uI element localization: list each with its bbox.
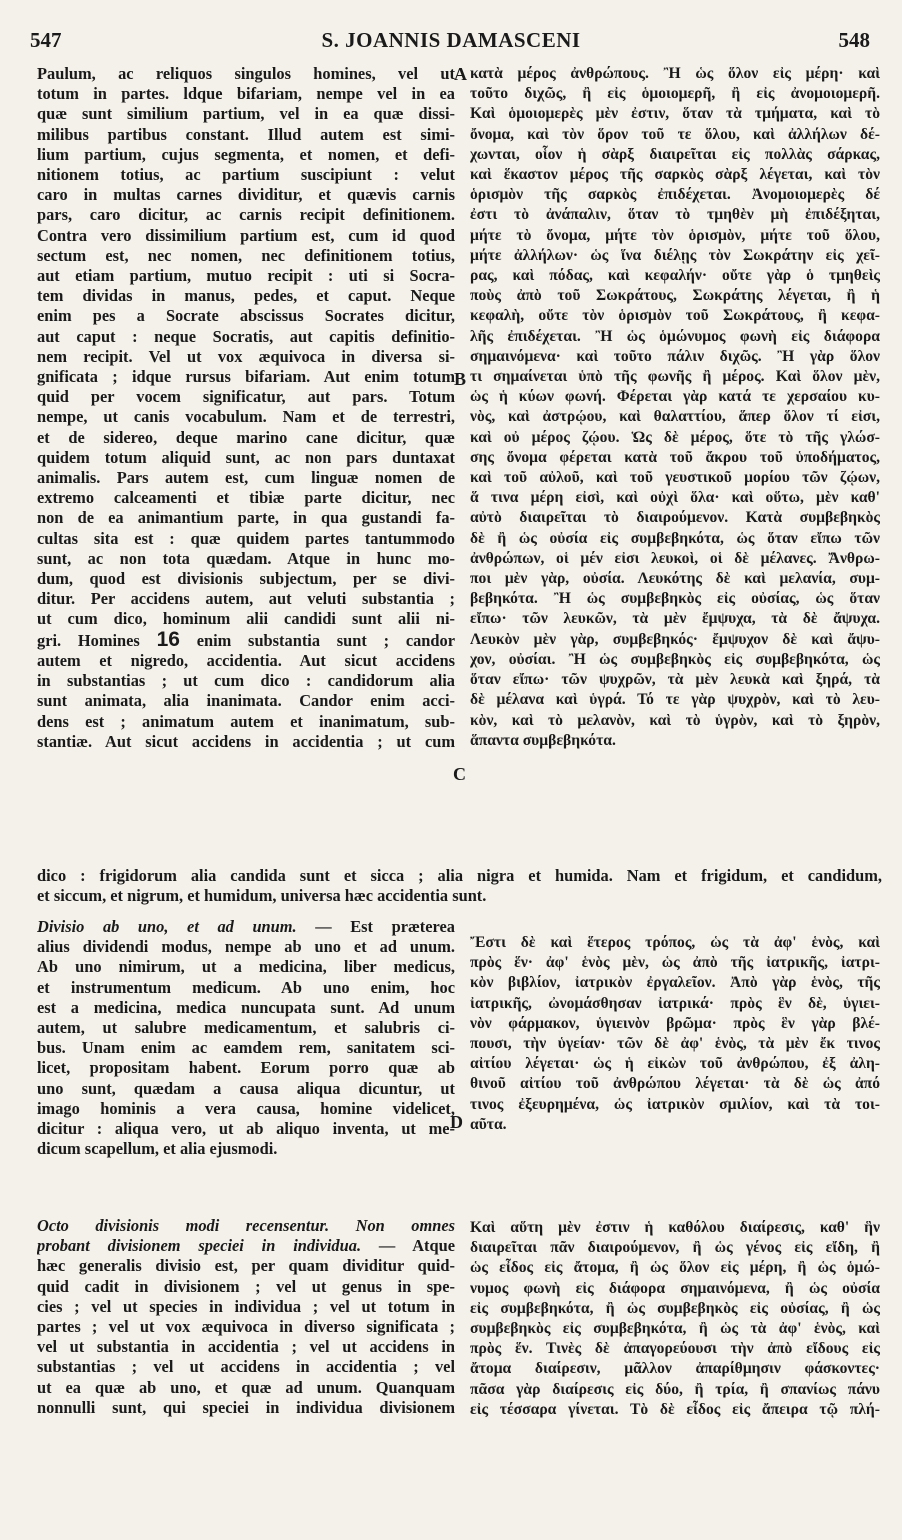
text-line: σης ὄνομα φέρεται κατὰ τοῦ ἄκρου τοῦ ὑποδήματος, — [470, 448, 880, 466]
text-line: partes ; vel ut vox æquivoca in diverso significata ; — [37, 1317, 455, 1337]
text-line: cultas sita est : quæ quidem partes tantummodo — [37, 528, 455, 548]
text-line: καὶ οὐ μέρος ζῴου. Ὡς δὲ μέρος, ὅτε τὸ τῆς γλώσ- — [470, 428, 880, 446]
section-caption: Divisio ab uno, et ad unum. — [37, 917, 297, 936]
latin-section-2-caption-line: Divisio ab uno, et ad unum. — Est præterea — [37, 917, 455, 936]
text-line: non de ea animantium parte, in qua gustandi fa- — [37, 508, 455, 528]
text-line: cies ; vel ut species in individua ; vel ut totum in — [37, 1296, 455, 1316]
margin-letter-d: D — [450, 1112, 463, 1132]
text-line: sunt, ac non tota quædam. Atque in hunc mo- — [37, 548, 455, 568]
text-line: ποι μὲν γὰρ, οὐσία. Λευκότης δὲ καὶ μελανία, συμ- — [470, 570, 880, 588]
text-line: ὁρισμὸν τῆς σαρκὸς ἐπιδέχεται. Ἀνομοιομερὲς δέ — [470, 186, 880, 204]
text-line: dens est ; animatum autem et inanimatum, sub- — [37, 711, 455, 731]
text-line: καὶ ἕκαστον μέρος τῆς σαρκὸς σὰρξ λέγεται, καὶ τὸν — [470, 166, 880, 184]
text-line: ὡς ἡ κύων φωνή. Φέρεται γὰρ κατά τε χερσαίου κυ- — [470, 388, 880, 406]
text-line: ἅ τινα μέρη εἰσὶ, καὶ οὐχὶ ὅλα· καὶ οὕτω, μὲν καθ' — [470, 489, 880, 507]
text-line: αἰτίου λέγεται· ὡς ἡ εἰκὼν τοῦ ἀνθρώπου, ἐξ ἀλη- — [470, 1055, 880, 1073]
latin-full-width-lines — [37, 866, 882, 906]
text-line: et siccum, et nigrum, et humidum, universa hæc accidentia sunt. — [37, 886, 487, 906]
text-line: quid per vocem significatur, aut pars. Totum — [37, 387, 455, 407]
text-line: χον, οὐσίαι. Ἢ ὡς συμβεβηκὸς εἰς συμβεβηκότα, ὡς — [470, 650, 880, 668]
text-line: εἴπω· τῶν λευκῶν, τὰ μὲν ἔμψυχα, τὰ δὲ ἄψυχα. — [470, 610, 880, 628]
text-line: ut cum dico, hominum alii candidi sunt alii ni- — [37, 609, 455, 629]
text-line: ἐστι τὸ ἀνάπαλιν, ὅταν τὸ τμηθὲν μὴ ἐπιδέξηται, — [470, 206, 880, 224]
text-line: ditur. Per accidens autem, aut veluti substantia ; — [37, 589, 455, 609]
text-line: hæc generalis divisio est, per quam dividitur quid- — [37, 1256, 455, 1276]
text-line: νὸς, καὶ ἀστρῴου, καὶ θαλαττίου, ἅπερ ὅλον τί εἰσι, — [470, 408, 880, 426]
text-line: tem dividas in manus, pedes, et caput. Neque — [37, 286, 455, 306]
running-header — [0, 28, 902, 58]
text-line: sectum est, nec nomen, nec definitionem totius, — [37, 245, 455, 265]
margin-letter-a: A — [454, 64, 467, 84]
text-line: est a medicina, medica nuncupata sunt. Ad unum — [37, 997, 455, 1017]
text-line: imago hominis a vera causa, homine videlicet, — [37, 1098, 455, 1118]
latin-column-section-1 — [37, 64, 455, 752]
text-line: αὐτὸ διαιρεῖται τὸ διαιρούμενον. Κατὰ συμβεβηκὸς — [470, 509, 880, 527]
section-caption: probant divisionem speciei in individua. — [37, 1236, 362, 1256]
text-line: κὸν βιβλίον, ἰατρικὸν ἐργαλεῖον. Ἀπὸ γὰρ ἑνὸς, τῆς — [470, 974, 880, 992]
text-line: licet, propositam habent. Eorum porro quæ ab — [37, 1058, 455, 1078]
text-line: σημαινόμενα· καὶ τοῦτο πάλιν διχῶς. Ἢ γὰρ ὅλον — [470, 347, 880, 365]
text-line: nempe, ut canis vocabulum. Nam et de terrestri, — [37, 407, 455, 427]
text-line: dicum scapellum, et alia ejusmodi. — [37, 1139, 278, 1159]
greek-column-section-1 — [470, 64, 880, 751]
text-line: uno sunt, quædam a causa aliqua dicuntur, ut — [37, 1078, 455, 1098]
section-caption: Octo divisionis modi recensentur. Non omnes — [37, 1216, 455, 1235]
text-line: enim pes a Socrate abscissus Socrates dicitur, — [37, 306, 455, 326]
text-line: λῆς ἐπιδέχεται. Ἢ ὡς ὁμώνυμος φωνὴ εἰς διάφορα — [470, 327, 880, 345]
text-line: κεφαλὴ, οὔτε τὸν ὁρισμὸν τοῦ Σωκράτους, ἢ κεφα- — [470, 307, 880, 325]
text-line: substantias ; vel ut accidens in accidentia ; vel — [37, 1357, 455, 1377]
text-line: χωνται, οἷον ἡ σὰρξ διαιρεῖται εἰς πολλὰς σάρκας, — [470, 145, 880, 163]
text-line: θινοῦ αἰτίου τοῦ ἀνθρώπου λέγεται· τὰ δὲ ὡς ἀπό — [470, 1075, 880, 1093]
text-line: pars, caro dicitur, ac carnis recipit definitionem. — [37, 205, 455, 225]
text-line: ὅταν εἴπω· τῶν ψυχρῶν, τὰ μὲν λευκὰ καὶ ξηρά, τὰ — [470, 671, 880, 689]
latin-column-section-2 — [37, 917, 455, 1159]
text-line: κατὰ μέρος ἀνθρώπους. Ἢ ὡς ὅλον εἰς μέρη· καὶ — [470, 65, 880, 82]
text-line: et de sidereo, deque marino cane dicitur, quæ — [37, 427, 455, 447]
text-line: ἰατρικῆς, ὠνομάσθησαν ἰατρικά· πρὸς ἓν δὲ, ὑγιει- — [470, 994, 880, 1012]
text-line: autem et nigredo, accidentia. Aut sicut accidens — [37, 650, 455, 670]
text-line: ἀνθρώπων, οἱ μέν εἰσι λευκοὶ, οἱ δὲ μέλανες. Ἄνθρω- — [470, 549, 880, 567]
text-line: caro in multas carnes dividitur, et quævis carnis — [37, 185, 455, 205]
text-line: συμβεβηκὸς εἰς συμβεβηκότα, ἢ ὡς τὰ ἀφ' ἑνὸς, καὶ — [470, 1320, 880, 1338]
text-line: bus. Unam enim ac eamdem rem, sanitatem sci- — [37, 1038, 455, 1058]
text-line: πρὸς ἕν. Τινὲς δὲ ἀπαγορεύουσι τὴν ἀπὸ εἴδους εἰς — [470, 1340, 880, 1358]
text-line: ὡς εἶδος εἰς ἄτομα, ἢ ὡς ὅλον εἰς μέρη, ἢ ὡς ὁμώ- — [470, 1259, 880, 1277]
text-line: dico : frigidorum alia candida sunt et sicca ; alia nigra et humida. Nam et frigidum, et candidum, — [37, 866, 882, 885]
text-line: διαιρεῖται πᾶν διαιρούμενον, ἢ ὡς γένος εἰς εἴδη, ἢ — [470, 1239, 880, 1257]
greek-column-section-3 — [470, 1218, 880, 1420]
text-line: ποὺς ἀπὸ τοῦ Σωκράτους, Σωκράτης λέγεται, ἢ ἡ — [470, 287, 880, 305]
text-line: ρας, καὶ πόδας, καὶ κεφαλήν· οὔτε γὰρ ὁ τμηθεὶς — [470, 267, 880, 285]
text-line: μήτε ἀλλήλων· ὡς ἵνα διέλῃς τὸν Σωκράτην εἰς χεῖ- — [470, 246, 880, 264]
text-line: τι σημαίνεται ὑπὸ τῆς φωνῆς ἢ μέρος. Καὶ ὅλον μὲν, — [470, 368, 880, 386]
text-line: autem, ut salubre medicamentum, et salubris ci- — [37, 1018, 455, 1038]
text-line: gnificata ; idque rursus bifariam. Aut enim totum — [37, 367, 455, 387]
latin-column-section-3 — [37, 1216, 455, 1418]
text-line: καὶ τοῦ αὐλοῦ, καὶ τοῦ γευστικοῦ μορίου τῶν ζῴων, — [470, 469, 880, 487]
running-title: S. JOANNIS DAMASCENI — [321, 28, 581, 52]
text-line: ἅπαντα συμβεβηκότα. — [470, 731, 616, 749]
text-line: alius dividendi modus, nempe ab uno et ad unum. — [37, 937, 455, 957]
text-line: κὸν, καὶ τὸ μελανὸν, καὶ τὸ ὑγρὸν, καὶ τὸ ξηρὸν, — [470, 711, 880, 729]
text-line: εἰς συμβεβηκότα, ἢ ὡς συμβεβηκὸς εἰς οὐσίας, ἢ ὡς — [470, 1299, 880, 1317]
text-line: δὲ μέλανα καὶ ὑγρά. Τό τε γὰρ ψυχρὸν, καὶ τὸ λευ- — [470, 691, 880, 709]
margin-letter-b: B — [454, 369, 467, 389]
text-line: ut ea quæ ab uno, et quæ ad unum. Quanquam — [37, 1377, 455, 1397]
margin-letter-c: C — [453, 764, 466, 784]
greek-column-section-2 — [470, 933, 880, 1135]
text-line: ἄτομα διαίρεσιν, μᾶλλον ἀπαρίθμησιν φάσκοντες· — [470, 1360, 880, 1378]
text-line: Contra vero dissimilium partium est, cum id quod — [37, 225, 455, 245]
text-line: animalis. Pars autem est, cum linguæ nomen de — [37, 468, 455, 488]
text-line: aut caput : neque Socratis, aut capitis definitio- — [37, 326, 455, 346]
text-line: Paulum, ac reliquos singulos homines, vel ut — [37, 64, 455, 83]
text-line: dicitur : aliqua vero, ut ab aliquo inventa, ut me- — [37, 1119, 455, 1139]
text-line: aut etiam partium, mutuo recipit : uti si Socra- — [37, 266, 455, 286]
text-line: sunt animata, alia inanimata. Candor enim acci- — [37, 691, 455, 711]
text-line: Καὶ αὕτη μὲν ἐστιν ἡ καθόλου διαίρεσις, καθ' ἣν — [470, 1219, 880, 1236]
text-line: lium partium, cujus segmenta, et nomen, et defi- — [37, 144, 455, 164]
text-line: gri. Homines 16 enim substantia sunt ; candor — [37, 629, 455, 651]
marginal-figure-number: 16 — [156, 629, 180, 651]
text-line: νυμος φωνὴ εἰς διάφορα σημαινόμενα, ἢ ὡς οὐσία — [470, 1279, 880, 1297]
page-number-right: 548 — [838, 28, 870, 52]
page-number-left: 547 — [30, 28, 62, 52]
text-line: nitionem totius, ac partium suscipiunt : velut — [37, 165, 455, 185]
text-line: extremo calceamenti et tibiæ parte dicitur, nec — [37, 488, 455, 508]
text-line: πᾶσα γὰρ διαίρεσις εἰς δύο, ἢ τρία, ἢ σπανίως πάνυ — [470, 1380, 880, 1398]
text-line: vel ut substantia in accidentia ; vel ut accidens in — [37, 1337, 455, 1357]
text-line: dum, quod est divisionis subjectum, per se divi- — [37, 569, 455, 589]
latin-section-3-caption-line: probant divisionem speciei in individua. — Atque — [37, 1236, 455, 1256]
text-line: Καὶ ὁμοιομερὲς μὲν ἐστιν, ὅταν τὰ τμήματα, καὶ τὸ — [470, 105, 880, 123]
text-line: quidem totum aliquid sunt, ac non pars duntaxat — [37, 447, 455, 467]
text-line: ὄνομα, καὶ τὸν ὅρον τοῦ τε ὅλου, καὶ ἀλλήλων δέ- — [470, 125, 880, 143]
text-line: totum in partes. ldque bifariam, nempe vel in ea — [37, 84, 455, 104]
text-line: τοῦτο διχῶς, ἢ εἰς ὁμοιομερῆ, ἢ εἰς ἀνομοιομερῆ. — [470, 85, 880, 103]
text-line: Ab uno nimirum, ut a medicina, liber medicus, — [37, 957, 455, 977]
text-line: πρὸς ἕν· ἀφ' ἑνὸς μὲν, ὡς ἀπὸ τῆς ἰατρικῆς, ἰατρι- — [470, 954, 880, 972]
text-line: Λευκὸν μὲν γὰρ, συμβεβηκός· ἔμψυχον δὲ καὶ ἄψυ- — [470, 630, 880, 648]
text-line: νὸν φάρμακον, ὑγιεινὸν βρῶμα· πρὸς ἓν γὰρ βλέ- — [470, 1014, 880, 1032]
text-line: βεβηκότα. Ἢ ὡς συμβεβηκὸς εἰς οὐσίας, ὡς ὅταν — [470, 590, 880, 608]
text-line: πουσι, τὴν ὑγείαν· τῶν δὲ ἀφ' ἑνὸς, τὰ μὲν ἔκ τινος — [470, 1035, 880, 1053]
text-line: stantiæ. Aut sicut accidens in accidentia ; ut cum — [37, 731, 455, 751]
text-line: μήτε τὸ ὄνομα, μήτε τὸν ὁρισμὸν, μήτε τοῦ ὅλου, — [470, 226, 880, 244]
text-line: milibus partibus constant. Illud autem est simi- — [37, 124, 455, 144]
text-line: nonnulli sunt, qui speciei in individua divisionem — [37, 1397, 455, 1417]
text-line: et instrumentum medicum. Ab uno enim, hoc — [37, 977, 455, 997]
text-line: nem recipit. Vel ut vox æquivoca in diversa si- — [37, 346, 455, 366]
text-line: δὲ ἢ ὡς οὐσία εἰς συμβεβηκότα, ὡς ὅταν εἴπω τῶν — [470, 529, 880, 547]
text-line: εἰς τέσσαρα γίνεται. Τὸ δὲ εἶδος εἰς ἄπειρα τῷ πλή- — [470, 1400, 880, 1418]
text-line: τινος ἐξευρημένα, ὡς ἰατρικὸν σμιλίον, καὶ τὰ τοι- — [470, 1095, 880, 1113]
text-line: quæ sunt similium partium, vel in ea quæ dissi- — [37, 104, 455, 124]
text-line: Ἔστι δὲ καὶ ἕτερος τρόπος, ὡς τὰ ἀφ' ἑνὸς, καὶ — [470, 934, 880, 951]
text-line: quid cadit in divisionem ; vel ut genus in spe- — [37, 1276, 455, 1296]
text-line: in substantias ; ut cum dico : candidorum alia — [37, 671, 455, 691]
text-line: αῦτα. — [470, 1115, 507, 1133]
